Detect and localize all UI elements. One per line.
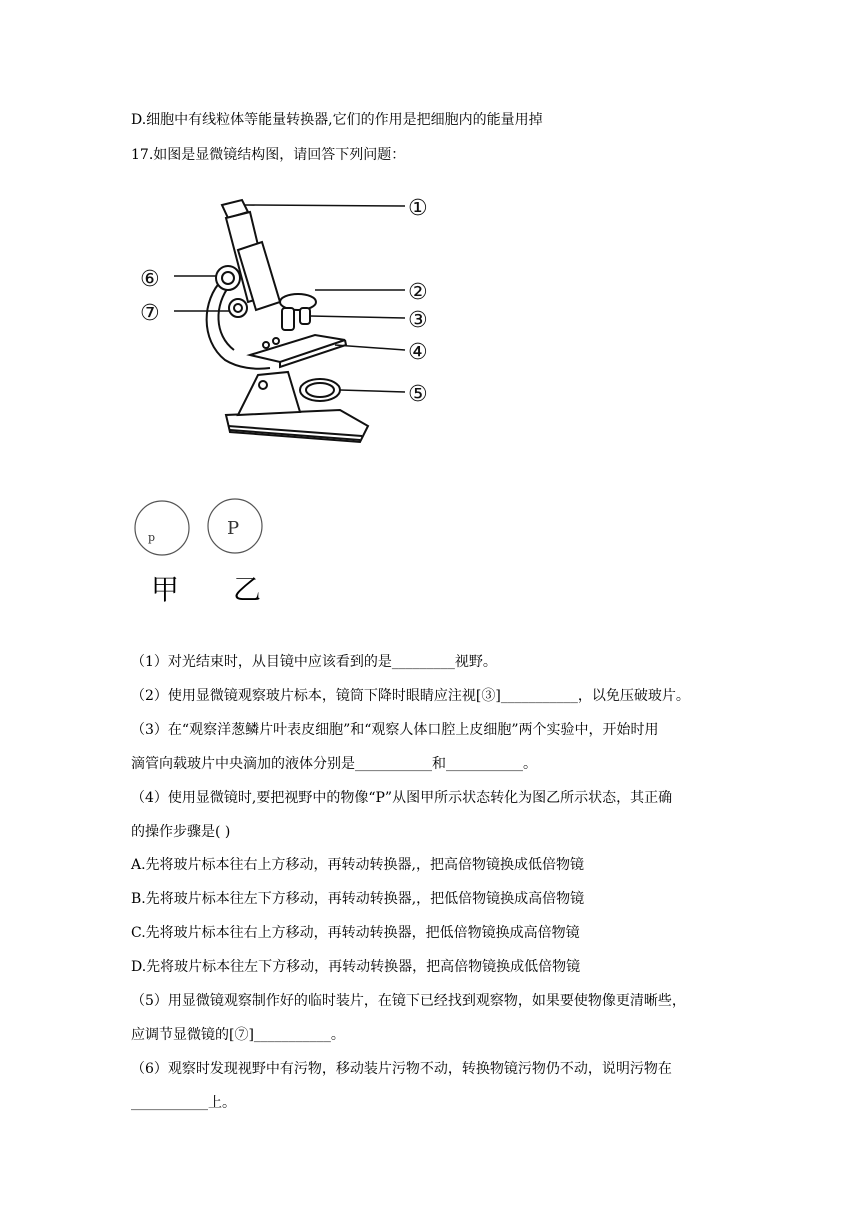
question-3-line-1: （3）在“观察洋葱鳞片叶表皮细胞”和“观察人体口腔上皮细胞”两个实验中，开始时用 xyxy=(131,722,659,738)
fine-focus-knob xyxy=(229,299,247,317)
label-jia: 甲 xyxy=(151,573,180,606)
microscope-diagram xyxy=(130,190,450,450)
option-c: C.先将玻片标本往右上方移动，再转动转换器，把低倍物镜换成高倍物镜 xyxy=(131,925,580,941)
callout-6: ⑥ xyxy=(140,267,160,292)
microscope-arm xyxy=(238,372,300,415)
field-yi-letter: P xyxy=(227,518,240,539)
question-5-line-1: （5）用显微镜观察制作好的临时装片，在镜下已经找到观察物，如果要使物像更清晰些， xyxy=(131,993,686,1009)
callout-3: ③ xyxy=(408,308,428,333)
callout-5: ⑤ xyxy=(408,382,428,407)
field-jia-circle xyxy=(135,501,189,555)
callout-2: ② xyxy=(408,280,428,305)
label-yi: 乙 xyxy=(233,573,262,606)
question-5-line-2: 应调节显微镜的[⑦]___________。 xyxy=(131,1027,345,1043)
question-4-line-1: （4）使用显微镜时,要把视野中的物像“P”从图甲所示状态转化为图乙所示状态，其正确 xyxy=(131,790,673,806)
question-6-line-1: （6）观察时发现视野中有污物，移动装片污物不动，转换物镜污物仍不动，说明污物在 xyxy=(131,1061,672,1077)
coarse-focus-knob xyxy=(216,266,240,290)
question-6-line-2: ___________上。 xyxy=(131,1095,236,1111)
callout-1: ① xyxy=(408,196,428,221)
callout-4: ④ xyxy=(408,340,428,365)
field-jia-letter: p xyxy=(148,531,156,544)
question-2: （2）使用显微镜观察玻片标本，镜筒下降时眼睛应注视[③]___________，以免压破玻片。 xyxy=(131,688,690,704)
question-3-line-2: 滴管向载玻片中央滴加的液体分别是___________和___________。 xyxy=(131,756,537,772)
question-17-stem: 17.如图是显微镜结构图，请回答下列问题： xyxy=(131,147,406,163)
objective-lens xyxy=(282,308,294,330)
option-d: D.先将玻片标本往左下方移动，再转动转换器，把高倍物镜换成低倍物镜 xyxy=(131,959,581,975)
field-of-view-figure xyxy=(132,496,272,611)
question-4-line-2: 的操作步骤是( ) xyxy=(131,824,231,840)
option-d-previous-question: D.细胞中有线粒体等能量转换器,它们的作用是把细胞内的能量用掉 xyxy=(131,112,543,128)
option-b: B.先将玻片标本往左下方移动，再转动转换器,，把低倍物镜换成高倍物镜 xyxy=(131,891,585,907)
callout-7: ⑦ xyxy=(140,301,160,326)
question-1: （1）对光结束时，从目镜中应该看到的是_________视野。 xyxy=(131,654,497,670)
option-a: A.先将玻片标本往右上方移动，再转动转换器,，把高倍物镜换成低倍物镜 xyxy=(131,857,585,873)
